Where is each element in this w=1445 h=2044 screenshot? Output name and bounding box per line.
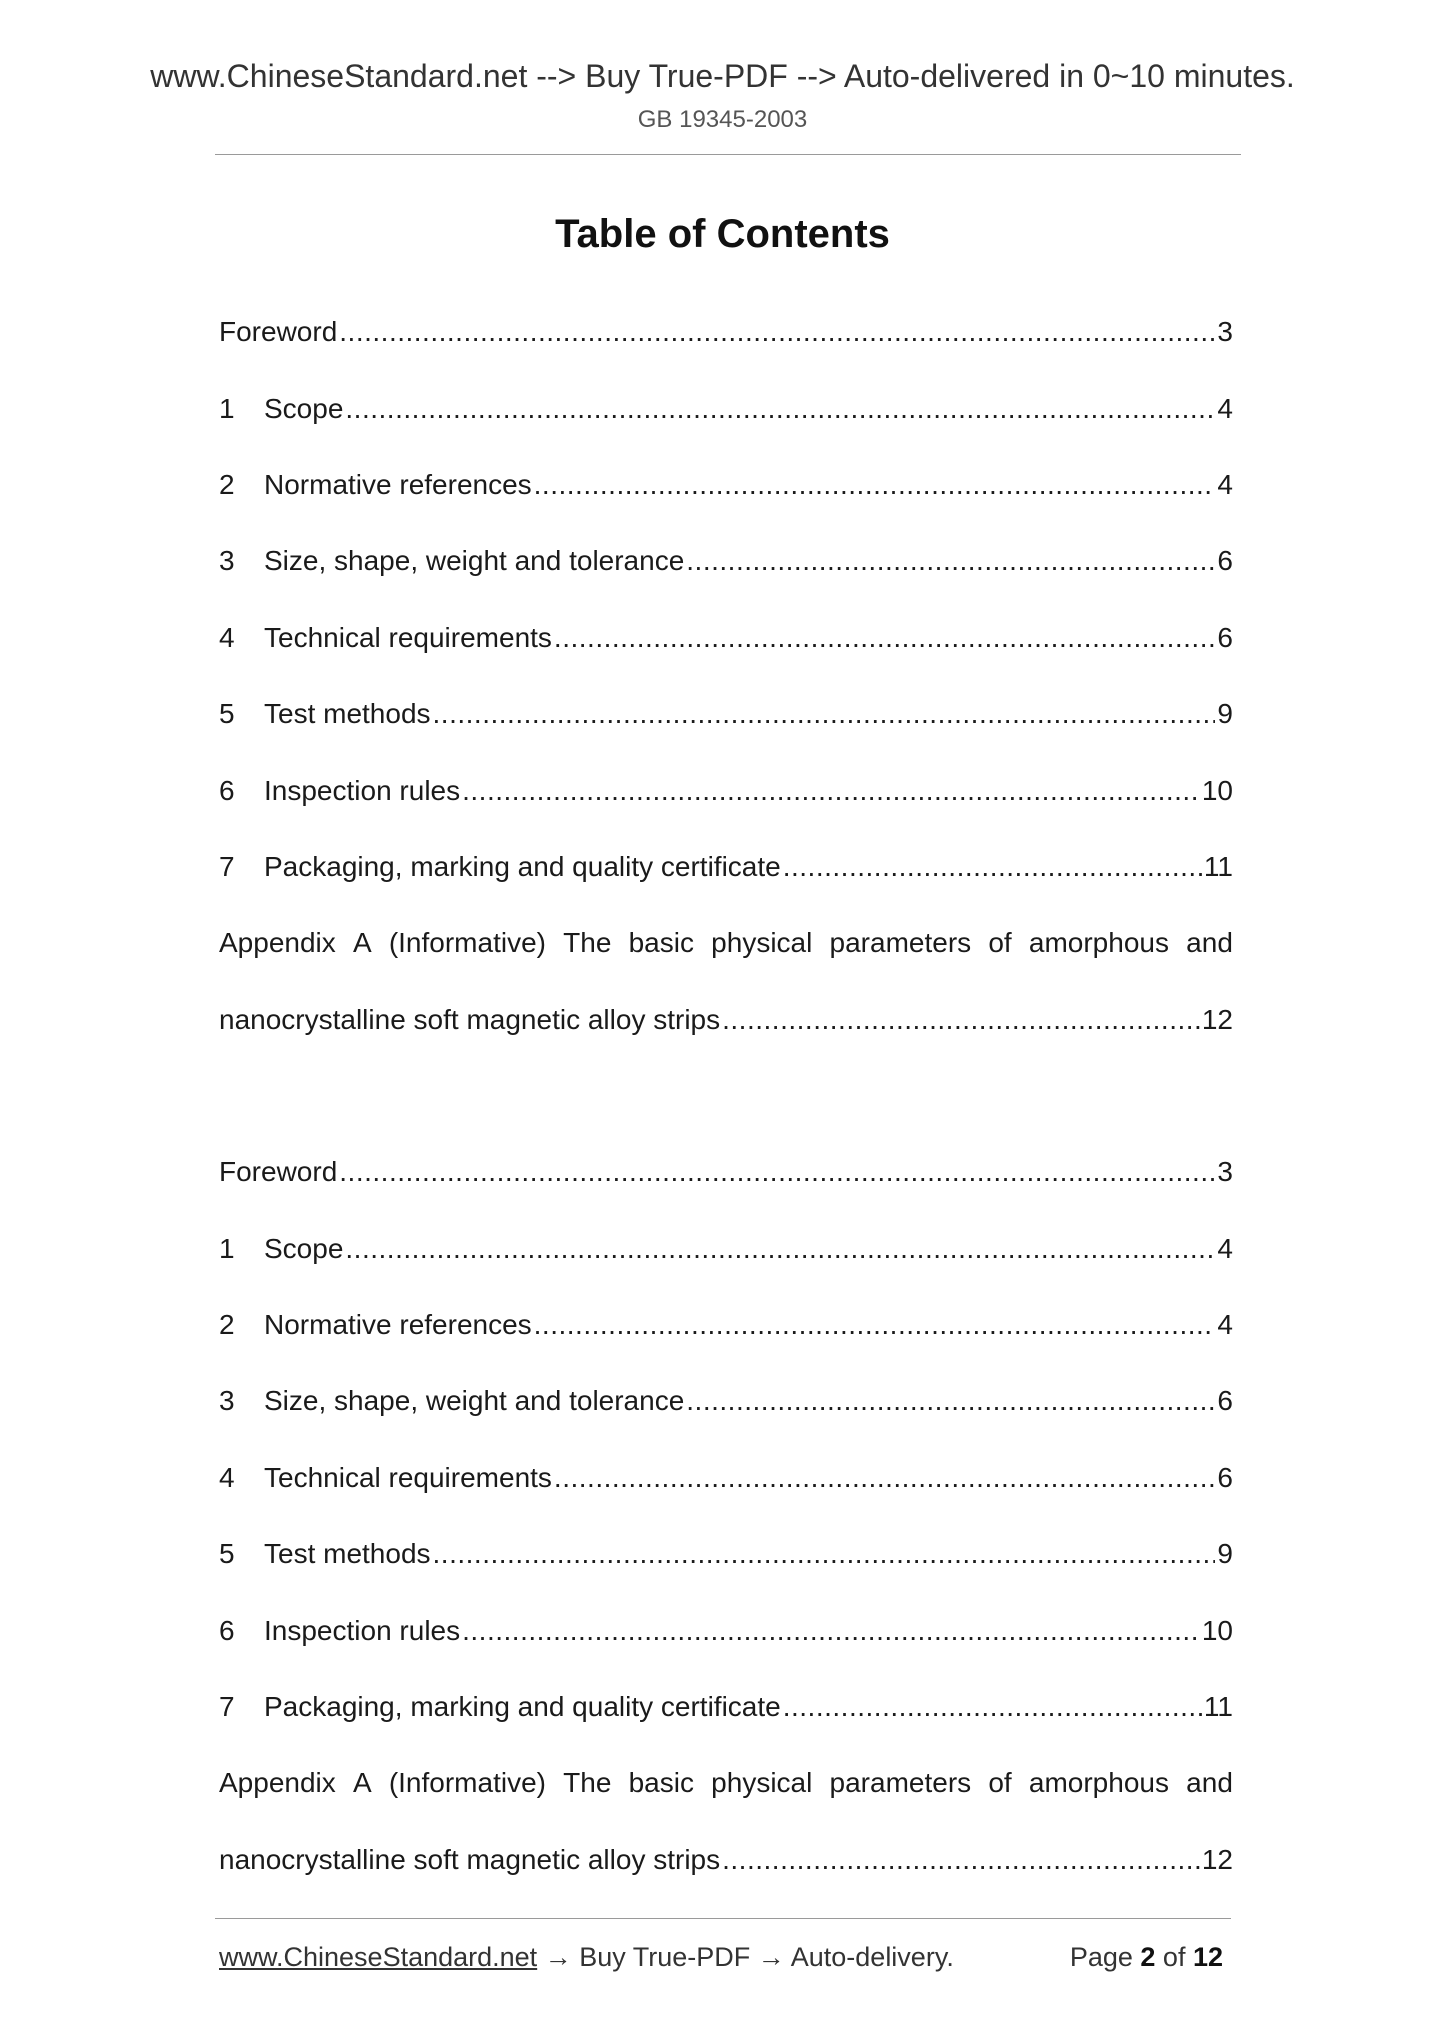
toc-page: 6 — [1217, 1385, 1233, 1417]
appendix-word: amorphous — [1028, 927, 1169, 959]
toc-block-1 — [219, 294, 1233, 1058]
toc-number: 4 — [219, 621, 235, 653]
toc-number: 2 — [219, 468, 235, 500]
appendix-line-1 — [219, 905, 1233, 981]
toc-entry[interactable] — [219, 600, 1233, 676]
toc-entry[interactable] — [219, 447, 1233, 523]
toc-leader — [783, 1691, 1202, 1723]
toc-number: 7 — [219, 1690, 235, 1722]
toc-page: 6 — [1217, 545, 1233, 577]
toc-page: 12 — [1201, 1003, 1233, 1035]
toc-leader — [462, 775, 1200, 807]
toc-number: 6 — [219, 774, 235, 806]
toc-leader — [345, 1233, 1215, 1265]
page-footer — [219, 1942, 1223, 1973]
appendix-word: parameters — [829, 927, 972, 959]
toc-label: Scope — [264, 1232, 344, 1264]
appendix-word: (Informative) — [388, 927, 546, 959]
toc-label: Test methods — [264, 698, 431, 730]
toc-entry[interactable] — [219, 294, 1233, 370]
toc-entry[interactable] — [219, 829, 1233, 905]
toc-page: 11 — [1203, 850, 1233, 882]
toc-entry[interactable] — [219, 1516, 1233, 1592]
appendix-word: Appendix — [219, 1767, 336, 1799]
toc-page: 9 — [1217, 698, 1233, 730]
toc-number: 1 — [219, 392, 235, 424]
page-title: Table of Contents — [555, 212, 890, 256]
footer-divider — [215, 1918, 1231, 1919]
toc-number: 1 — [219, 1232, 235, 1264]
toc-entry-appendix[interactable] — [219, 905, 1233, 1058]
toc-page: 10 — [1201, 774, 1233, 806]
toc-label: nanocrystalline soft magnetic alloy strips — [219, 1843, 721, 1875]
toc-page: 10 — [1201, 1614, 1233, 1646]
toc-number: 7 — [219, 850, 235, 882]
toc-page: 6 — [1217, 621, 1233, 653]
toc-entry[interactable] — [219, 523, 1233, 599]
toc-page: 11 — [1203, 1690, 1233, 1722]
toc-number: 3 — [219, 1385, 235, 1417]
appendix-word: and — [1186, 927, 1233, 959]
toc-label: Foreword — [219, 1156, 338, 1188]
appendix-word: physical — [711, 1767, 813, 1799]
appendix-word: basic — [628, 1767, 694, 1799]
appendix-line-2 — [219, 1822, 1233, 1898]
appendix-word: and — [1186, 1767, 1233, 1799]
appendix-word: A — [352, 927, 372, 959]
appendix-word: physical — [711, 927, 813, 959]
appendix-word: (Informative) — [388, 1767, 546, 1799]
appendix-word: Appendix — [219, 927, 336, 959]
toc-page: 12 — [1201, 1843, 1233, 1875]
page-current: 2 — [1140, 1942, 1156, 1972]
toc-entry[interactable] — [219, 1287, 1233, 1363]
toc-entry[interactable] — [219, 676, 1233, 752]
footer-promo — [219, 1942, 954, 1973]
toc-leader — [783, 851, 1202, 883]
page-mid: of — [1155, 1942, 1193, 1972]
toc-entry[interactable] — [219, 1363, 1233, 1439]
page-number — [1070, 1942, 1223, 1973]
toc-label: Scope — [264, 392, 344, 424]
toc-entry[interactable] — [219, 370, 1233, 446]
toc-leader — [433, 1538, 1216, 1570]
toc-page: 6 — [1217, 1461, 1233, 1493]
toc-page: 4 — [1217, 1232, 1233, 1264]
toc-entry-appendix[interactable] — [219, 1745, 1233, 1898]
toc-label: Test methods — [264, 1538, 431, 1570]
toc-leader — [339, 1156, 1215, 1188]
toc-label: Technical requirements — [264, 1461, 552, 1493]
footer-site-link[interactable]: www.ChineseStandard.net — [219, 1942, 538, 1972]
appendix-word: A — [352, 1767, 372, 1799]
toc-leader — [722, 1004, 1200, 1036]
toc-leader — [534, 469, 1216, 501]
toc-number: 5 — [219, 1538, 235, 1570]
toc-label: Normative references — [264, 468, 532, 500]
appendix-line-2 — [219, 982, 1233, 1058]
toc-number: 3 — [219, 545, 235, 577]
toc-entry[interactable] — [219, 1134, 1233, 1210]
toc-label: Inspection rules — [264, 1614, 461, 1646]
toc-label: Inspection rules — [264, 774, 461, 806]
appendix-word: parameters — [829, 1767, 972, 1799]
appendix-word: The — [563, 1767, 612, 1799]
toc-leader — [686, 1385, 1215, 1417]
toc-leader — [554, 622, 1216, 654]
toc-label: Packaging, marking and quality certificate — [264, 850, 781, 882]
toc-page: 3 — [1217, 316, 1233, 348]
toc-page: 9 — [1217, 1538, 1233, 1570]
toc-number: 2 — [219, 1308, 235, 1340]
footer-promo-text: → Buy True-PDF → Auto-delivery. — [537, 1942, 954, 1972]
header-divider — [215, 154, 1241, 155]
toc-label: Packaging, marking and quality certificate — [264, 1690, 781, 1722]
toc-leader — [686, 545, 1215, 577]
toc-entry[interactable] — [219, 1210, 1233, 1286]
toc-number: 5 — [219, 698, 235, 730]
appendix-word: The — [563, 927, 612, 959]
toc-number: 4 — [219, 1461, 235, 1493]
toc-leader — [462, 1615, 1200, 1647]
toc-leader — [534, 1309, 1216, 1341]
toc-leader — [433, 698, 1216, 730]
toc-number: 6 — [219, 1614, 235, 1646]
toc-label: Size, shape, weight and tolerance — [264, 1385, 685, 1417]
toc-leader — [345, 393, 1215, 425]
page-prefix: Page — [1069, 1942, 1141, 1972]
toc-page: 4 — [1217, 392, 1233, 424]
appendix-word: of — [988, 927, 1012, 959]
toc-leader — [339, 316, 1215, 348]
toc-leader — [722, 1844, 1200, 1876]
toc-leader — [554, 1462, 1216, 1494]
toc-label: nanocrystalline soft magnetic alloy strips — [219, 1003, 721, 1035]
appendix-word: amorphous — [1028, 1767, 1169, 1799]
appendix-line-1 — [219, 1745, 1233, 1821]
toc-entry[interactable] — [219, 1440, 1233, 1516]
toc-page: 3 — [1217, 1156, 1233, 1188]
page-total: 12 — [1192, 1942, 1223, 1972]
appendix-word: basic — [628, 927, 694, 959]
toc-entry[interactable] — [219, 1592, 1233, 1668]
toc-page: 4 — [1217, 468, 1233, 500]
toc-label: Foreword — [219, 316, 338, 348]
toc-block-2 — [219, 1134, 1233, 1898]
toc-label: Size, shape, weight and tolerance — [264, 545, 685, 577]
toc-label: Technical requirements — [264, 621, 552, 653]
appendix-word: of — [988, 1767, 1012, 1799]
toc-entry[interactable] — [219, 752, 1233, 828]
toc-entry[interactable] — [219, 1669, 1233, 1745]
toc-page: 4 — [1217, 1308, 1233, 1340]
toc-label: Normative references — [264, 1308, 532, 1340]
header-banner: www.ChineseStandard.net --> Buy True-PDF --> Auto-delivered in 0~10 minutes. — [150, 58, 1295, 94]
standard-number: GB 19345-2003 — [637, 106, 808, 133]
